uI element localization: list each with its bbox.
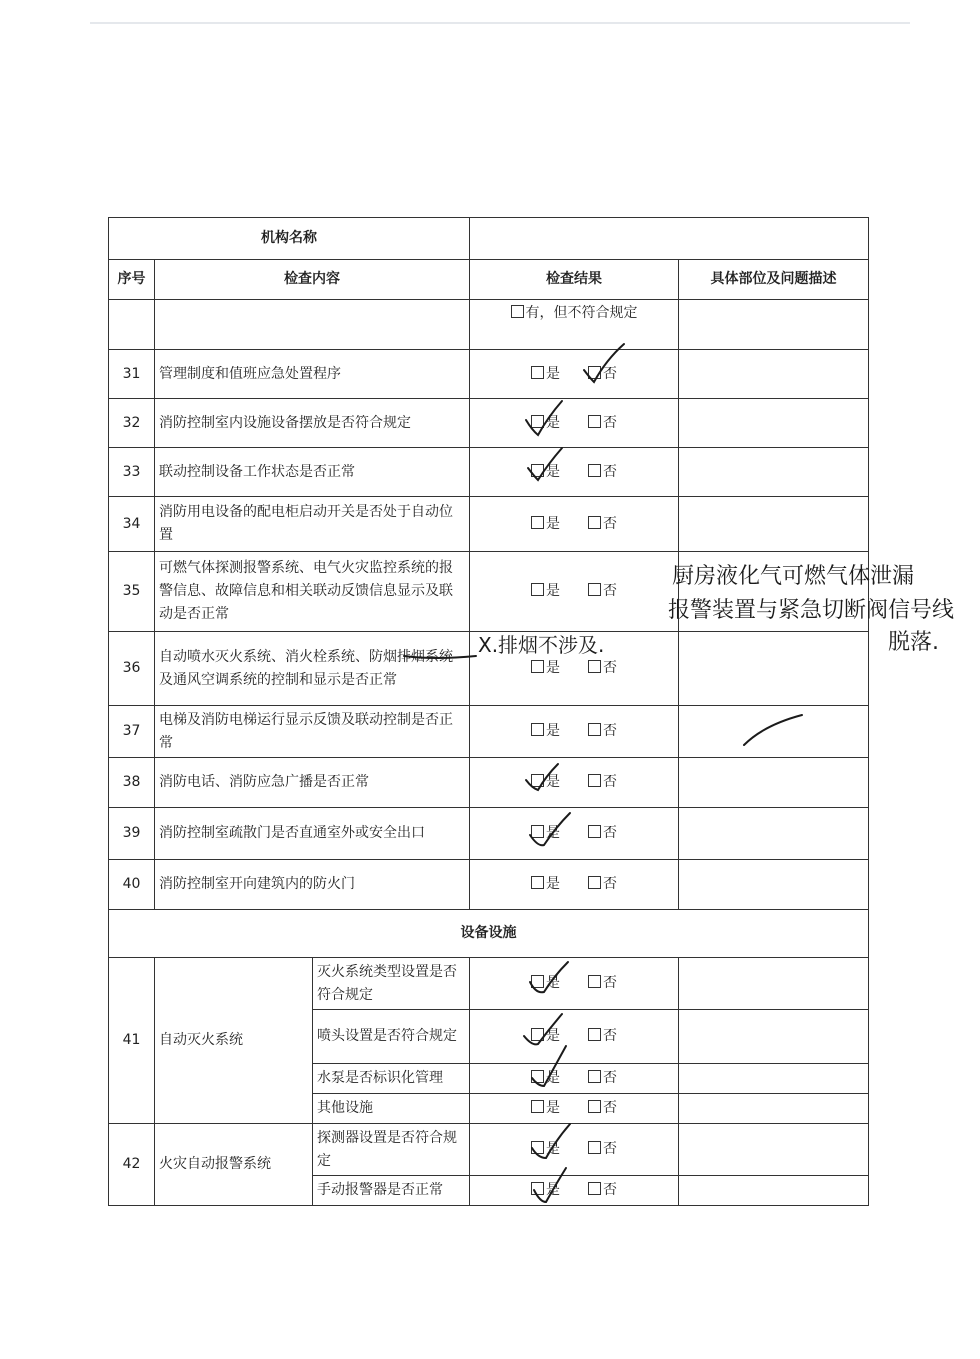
result-options — [470, 758, 679, 808]
result-options — [470, 1176, 679, 1206]
result-options — [470, 860, 679, 910]
result-options — [470, 399, 679, 448]
row-number: 39 — [109, 808, 155, 860]
option-yes[interactable]: 是 — [531, 657, 560, 680]
table-row — [109, 350, 869, 399]
continued-row — [109, 300, 869, 350]
result-options — [470, 350, 679, 399]
header-row — [109, 260, 869, 300]
option-yes[interactable]: 是 — [531, 1138, 560, 1161]
row-content: 消防控制室疏散门是否直通室外或安全出口 — [155, 808, 470, 860]
checkbox[interactable] — [588, 774, 601, 787]
row-description[interactable] — [679, 706, 869, 758]
row-content: 水泵是否标识化管理 — [313, 1064, 470, 1094]
handwritten-note: X.排烟不涉及. — [478, 633, 605, 657]
result-options — [470, 497, 679, 552]
checkbox[interactable] — [588, 516, 601, 529]
option-yes[interactable]: 是 — [531, 771, 560, 794]
row-content: 手动报警器是否正常 — [313, 1176, 470, 1206]
inspection-table — [108, 217, 869, 1206]
checkbox[interactable] — [588, 1028, 601, 1041]
equipment-rows — [109, 958, 869, 1206]
checkbox[interactable] — [531, 1100, 544, 1113]
row-content: 消防电话、消防应急广播是否正常 — [155, 758, 470, 808]
row-number: 32 — [109, 399, 155, 448]
col-header-no: 序号 — [109, 260, 155, 300]
row-content: 管理制度和值班应急处置程序 — [155, 350, 470, 399]
checkbox[interactable] — [588, 415, 601, 428]
result-options — [470, 808, 679, 860]
checkbox[interactable] — [588, 975, 601, 988]
option-no[interactable]: 否 — [588, 720, 617, 743]
table-row — [109, 632, 869, 706]
row-number: 35 — [109, 552, 155, 632]
result-options — [470, 632, 679, 706]
table-row — [109, 706, 869, 758]
option-no[interactable]: 否 — [588, 1097, 617, 1120]
option-no[interactable]: 否 — [588, 771, 617, 794]
row-number: 40 — [109, 860, 155, 910]
result-options — [470, 706, 679, 758]
option-no[interactable]: 否 — [588, 1138, 617, 1161]
option-no[interactable]: 否 — [588, 873, 617, 896]
option-no[interactable]: 否 — [588, 1025, 617, 1048]
option-yes[interactable]: 是 — [531, 720, 560, 743]
row-content: 消防控制室内设施设备摆放是否符合规定 — [155, 399, 470, 448]
checkbox[interactable] — [531, 723, 544, 736]
row-description[interactable] — [679, 350, 869, 399]
checkbox[interactable] — [531, 975, 544, 988]
option-no[interactable]: 否 — [588, 657, 617, 680]
system-name: 火灾自动报警系统 — [155, 1124, 313, 1206]
table-row — [109, 860, 869, 910]
org-name-value[interactable] — [470, 218, 869, 260]
row-content: 消防控制室开向建筑内的防火门 — [155, 860, 470, 910]
row-number: 33 — [109, 448, 155, 497]
col-header-result: 检查结果 — [470, 260, 679, 300]
checkbox[interactable] — [588, 583, 601, 596]
option-yes[interactable]: 是 — [531, 580, 560, 603]
checklist-rows — [109, 350, 869, 910]
org-name-label: 机构名称 — [109, 218, 470, 260]
row-description[interactable] — [679, 448, 869, 497]
checkbox[interactable] — [511, 305, 524, 318]
row-number: 41 — [109, 958, 155, 1124]
checkbox[interactable] — [588, 660, 601, 673]
row-description[interactable] — [679, 497, 869, 552]
section-row — [109, 910, 869, 958]
option-no[interactable]: 否 — [588, 1179, 617, 1202]
option-yes[interactable]: 是 — [531, 1179, 560, 1202]
checkbox[interactable] — [588, 876, 601, 889]
table-row — [109, 497, 869, 552]
option-yes[interactable]: 是 — [531, 1097, 560, 1120]
checkbox[interactable] — [588, 1070, 601, 1083]
row-description[interactable] — [679, 1010, 869, 1064]
checkbox[interactable] — [531, 1182, 544, 1195]
option-no[interactable]: 否 — [588, 1067, 617, 1090]
checkbox[interactable] — [588, 1182, 601, 1195]
option-noncompliant[interactable]: 有，但不符合规定 — [470, 300, 679, 350]
checkbox[interactable] — [531, 774, 544, 787]
col-header-desc: 具体部位及问题描述 — [679, 260, 869, 300]
handwritten-note: 厨房液化气可燃气体泄漏 — [672, 564, 915, 589]
row-number: 38 — [109, 758, 155, 808]
option-no[interactable]: 否 — [588, 580, 617, 603]
row-number: 31 — [109, 350, 155, 399]
col-header-content: 检查内容 — [155, 260, 470, 300]
checkbox[interactable] — [588, 825, 601, 838]
option-yes[interactable]: 是 — [531, 363, 560, 386]
row-content: 可燃气体探测报警系统、电气火灾监控系统的报警信息、故障信息和相关联动反馈信息显示及联动是否正常 — [155, 552, 470, 632]
row-content: 探测器设置是否符合规定 — [313, 1124, 470, 1176]
table-row — [109, 552, 869, 632]
checkbox[interactable] — [531, 464, 544, 477]
checkbox[interactable] — [531, 366, 544, 379]
result-options — [470, 1010, 679, 1064]
section-title: 设备设施 — [109, 910, 869, 958]
table-row — [109, 399, 869, 448]
row-description[interactable] — [679, 1176, 869, 1206]
row-description[interactable] — [679, 860, 869, 910]
row-number: 37 — [109, 706, 155, 758]
checkbox[interactable] — [588, 1100, 601, 1113]
option-no[interactable]: 否 — [588, 972, 617, 995]
scan-artifact — [90, 22, 910, 24]
checkbox[interactable] — [531, 825, 544, 838]
option-yes[interactable]: 是 — [531, 822, 560, 845]
row-description[interactable] — [679, 1124, 869, 1176]
checkbox[interactable] — [531, 1028, 544, 1041]
system-name: 自动灭火系统 — [155, 958, 313, 1124]
row-description[interactable] — [679, 1094, 869, 1124]
row-description[interactable] — [679, 1064, 869, 1094]
option-no[interactable]: 否 — [588, 513, 617, 536]
checkbox[interactable] — [531, 660, 544, 673]
checkbox[interactable] — [588, 1141, 601, 1154]
checkbox[interactable] — [531, 1070, 544, 1083]
row-description[interactable] — [679, 552, 869, 632]
table-row — [109, 1124, 869, 1176]
row-number: 36 — [109, 632, 155, 706]
row-description[interactable] — [679, 632, 869, 706]
row-description[interactable] — [679, 958, 869, 1010]
option-no[interactable]: 否 — [588, 461, 617, 484]
org-row — [109, 218, 869, 260]
row-content: 自动喷水灭火系统、消火栓系统、防烟排烟系统及通风空调系统的控制和显示是否正常 — [155, 632, 470, 706]
row-content: 电梯及消防电梯运行显示反馈及联动控制是否正常 — [155, 706, 470, 758]
result-options — [470, 958, 679, 1010]
result-options — [470, 448, 679, 497]
result-options — [470, 552, 679, 632]
checkbox[interactable] — [531, 876, 544, 889]
option-yes[interactable]: 是 — [531, 1025, 560, 1048]
option-yes[interactable]: 是 — [531, 1067, 560, 1090]
checkbox[interactable] — [531, 583, 544, 596]
checkbox[interactable] — [531, 516, 544, 529]
checkbox[interactable] — [531, 415, 544, 428]
handwritten-note: 报警装置与紧急切断阀信号线 — [668, 598, 955, 623]
option-yes[interactable]: 是 — [531, 412, 560, 435]
option-no[interactable]: 否 — [588, 822, 617, 845]
checkbox[interactable] — [588, 464, 601, 477]
result-options — [470, 1094, 679, 1124]
option-yes[interactable]: 是 — [531, 461, 560, 484]
table-row — [109, 448, 869, 497]
row-content: 消防用电设备的配电柜启动开关是否处于自动位置 — [155, 497, 470, 552]
option-no[interactable]: 否 — [588, 412, 617, 435]
handwritten-note: 脱落. — [888, 630, 939, 655]
row-content: 喷头设置是否符合规定 — [313, 1010, 470, 1064]
row-content: 灭火系统类型设置是否符合规定 — [313, 958, 470, 1010]
result-options — [470, 1064, 679, 1094]
row-description[interactable] — [679, 808, 869, 860]
row-description[interactable] — [679, 399, 869, 448]
option-no[interactable]: 否 — [588, 363, 617, 386]
row-number: 42 — [109, 1124, 155, 1206]
checkbox[interactable] — [588, 723, 601, 736]
row-description[interactable] — [679, 758, 869, 808]
row-content: 其他设施 — [313, 1094, 470, 1124]
checkbox[interactable] — [531, 1141, 544, 1154]
table-row — [109, 758, 869, 808]
option-yes[interactable]: 是 — [531, 972, 560, 995]
table-row — [109, 808, 869, 860]
table-row — [109, 958, 869, 1010]
option-yes[interactable]: 是 — [531, 513, 560, 536]
result-options — [470, 1124, 679, 1176]
row-number: 34 — [109, 497, 155, 552]
checkbox[interactable] — [588, 366, 601, 379]
row-content: 联动控制设备工作状态是否正常 — [155, 448, 470, 497]
option-yes[interactable]: 是 — [531, 873, 560, 896]
